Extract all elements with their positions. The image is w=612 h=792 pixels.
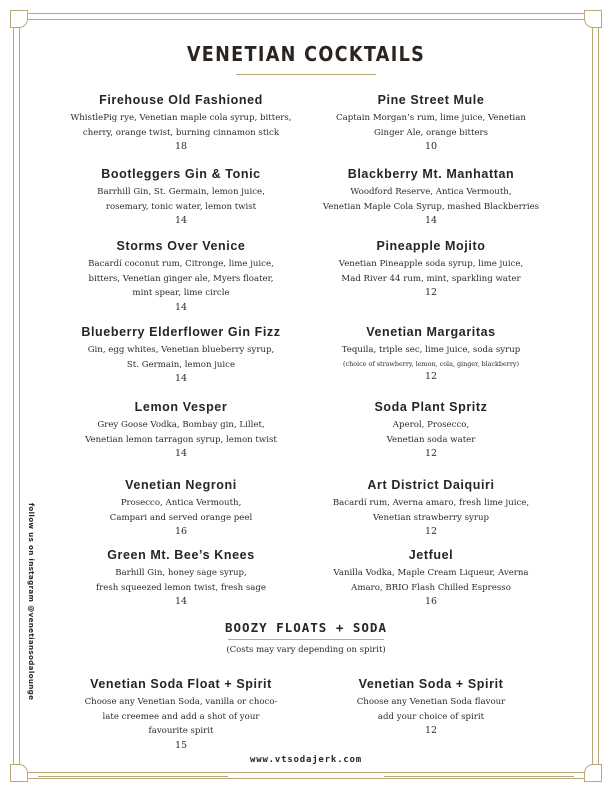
cocktail-item (51, 93, 311, 154)
float-description-line: favourite spirit (148, 726, 214, 737)
float-price: 15 (174, 739, 188, 751)
cocktail-item (297, 325, 565, 384)
title-divider (236, 74, 376, 75)
cocktail-description-line: Bacardí rum, Averna amaro, fresh lime juice, (332, 498, 530, 508)
cocktail-description-line: Venetian lemon tarragon syrup, lemon twist (85, 434, 277, 445)
cocktail-price: 12 (424, 448, 438, 460)
float-price: 12 (424, 725, 438, 737)
cocktail-price: 14 (174, 596, 188, 608)
cocktail-description-line: Woodford Reserve, Antica Vermouth, (350, 187, 512, 197)
cocktail-price: 14 (424, 215, 438, 227)
float-name: Venetian Soda + Spirit (358, 677, 504, 691)
cocktail-description-line: bitters, Venetian ginger ale, Myers floater, (88, 273, 274, 284)
cocktail-description-line: Captain Morgan’s rum, lime juice, Venetian (336, 113, 526, 123)
cocktail-description-line: Barrhill Gin, St. Germain, lemon juice, (97, 187, 265, 197)
float-item (51, 677, 311, 753)
cocktail-name: Soda Plant Spritz (374, 400, 488, 414)
section-note: (Costs may vary depending on spirit) (226, 645, 386, 655)
cocktail-name: Venetian Margaritas (366, 325, 496, 339)
cocktail-description-line: Mad River 44 rum, mint, sparkling water (341, 273, 521, 284)
cocktail-name: Pineapple Mojito (376, 239, 486, 253)
cocktail-price: 18 (174, 141, 188, 153)
cocktail-description-line: Venetian soda water (386, 434, 476, 445)
cocktail-description-line: Vanilla Vodka, Maple Cream Liqueur, Averna (333, 568, 529, 578)
cocktail-description-line: WhistlePig rye, Venetian maple cola syrup, bitters, (70, 113, 292, 123)
cocktail-description-line: cherry, orange twist, burning cinnamon stick (82, 127, 280, 138)
cocktail-item (51, 548, 311, 609)
footer-divider (384, 776, 574, 777)
float-item (297, 677, 565, 738)
cocktail-description-line: mint spear, lime circle (132, 288, 230, 299)
cocktail-description-line: fresh squeezed lemon twist, fresh sage (96, 582, 266, 593)
cocktail-description-line: St. Germain, lemon juice (126, 359, 236, 370)
float-description-line: Choose any Venetian Soda, vanilla or choco- (84, 697, 278, 707)
cocktail-item (51, 167, 311, 228)
cocktail-description-line: Barhill Gin, honey sage syrup, (115, 568, 247, 578)
cocktail-item (297, 93, 565, 154)
cocktail-name: Venetian Negroni (125, 478, 237, 492)
cocktail-description-line: Gin, egg whites, Venetian blueberry syrup, (87, 345, 275, 355)
cocktail-description-line: Venetian Pineapple soda syrup, lime juice, (338, 259, 524, 269)
cocktail-item (297, 400, 565, 461)
corner-ornament (10, 10, 28, 28)
cocktail-name: Blueberry Elderflower Gin Fizz (81, 325, 281, 339)
cocktail-price: 10 (424, 141, 438, 153)
menu-title: VENETIAN COCKTAILS (186, 42, 426, 66)
cocktail-price: 12 (424, 526, 438, 538)
website-link[interactable]: www.vtsodajerk.com (250, 755, 362, 765)
cocktail-name: Pine Street Mule (377, 93, 485, 107)
cocktail-description-line: Campari and served orange peel (109, 512, 253, 523)
corner-ornament (584, 764, 602, 782)
cocktail-item (297, 167, 565, 228)
cocktail-price: 12 (424, 287, 438, 299)
cocktail-description-line: rosemary, tonic water, lemon twist (105, 201, 257, 212)
float-description-line: add your choice of spirit (377, 711, 485, 722)
cocktail-name: Blackberry Mt. Manhattan (347, 167, 515, 181)
cocktail-item (297, 239, 565, 300)
cocktail-name: Green Mt. Bee’s Knees (107, 548, 255, 562)
cocktail-price: 14 (174, 448, 188, 460)
cocktail-name: Jetfuel (408, 548, 454, 562)
cocktail-item (297, 478, 565, 539)
cocktail-price: 16 (174, 526, 188, 538)
cocktail-description-line: Prosecco, Antica Vermouth, (120, 498, 242, 508)
cocktail-price: 14 (174, 373, 188, 385)
cocktail-price: 14 (174, 301, 188, 313)
corner-ornament (584, 10, 602, 28)
section-title: BOOZY FLOATS + SODA (225, 620, 387, 635)
cocktail-price: 16 (424, 596, 438, 608)
cocktail-description-line: Venetian strawberry syrup (373, 512, 489, 523)
cocktail-price: 14 (174, 215, 188, 227)
cocktail-item (297, 548, 565, 609)
cocktail-name: Firehouse Old Fashioned (99, 93, 263, 107)
cocktail-description-line: Ginger Ale, orange bitters (373, 127, 489, 138)
section-divider (228, 639, 384, 640)
cocktail-description-line: Grey Goose Vodka, Bombay gin, Lillet, (97, 420, 265, 430)
cocktail-item (51, 400, 311, 461)
cocktail-name: Art District Daiquiri (367, 478, 495, 492)
footer-divider (38, 776, 228, 777)
cocktail-price: 12 (424, 370, 438, 382)
corner-ornament (10, 764, 28, 782)
cocktail-item (51, 325, 311, 386)
float-name: Venetian Soda Float + Spirit (90, 677, 272, 691)
cocktail-item (51, 239, 311, 315)
cocktail-description-line: Tequila, triple sec, lime juice, soda syrup (341, 345, 521, 355)
float-description-line: late creemee and add a shot of your (102, 711, 260, 722)
cocktail-flavor-note: (choice of strawberry, lemon, cola, ginger, blackberry) (343, 359, 519, 368)
cocktail-description-line: Amaro, BRIO Flash Chilled Espresso (351, 582, 511, 593)
cocktail-description-line: Aperol, Prosecco, (392, 420, 470, 430)
cocktail-description-line: Bacardí coconut rum, Citronge, lime juice, (88, 259, 274, 269)
float-description-line: Choose any Venetian Soda flavour (356, 697, 506, 707)
cocktail-description-line: Venetian Maple Cola Syrup, mashed Blackberries (322, 201, 540, 212)
cocktail-name: Lemon Vesper (134, 400, 228, 414)
cocktail-name: Bootleggers Gin & Tonic (101, 167, 261, 181)
cocktail-item (51, 478, 311, 539)
instagram-handle: follow us on instagram @venetiansodalounge (27, 503, 36, 701)
cocktail-name: Storms Over Venice (116, 239, 246, 253)
